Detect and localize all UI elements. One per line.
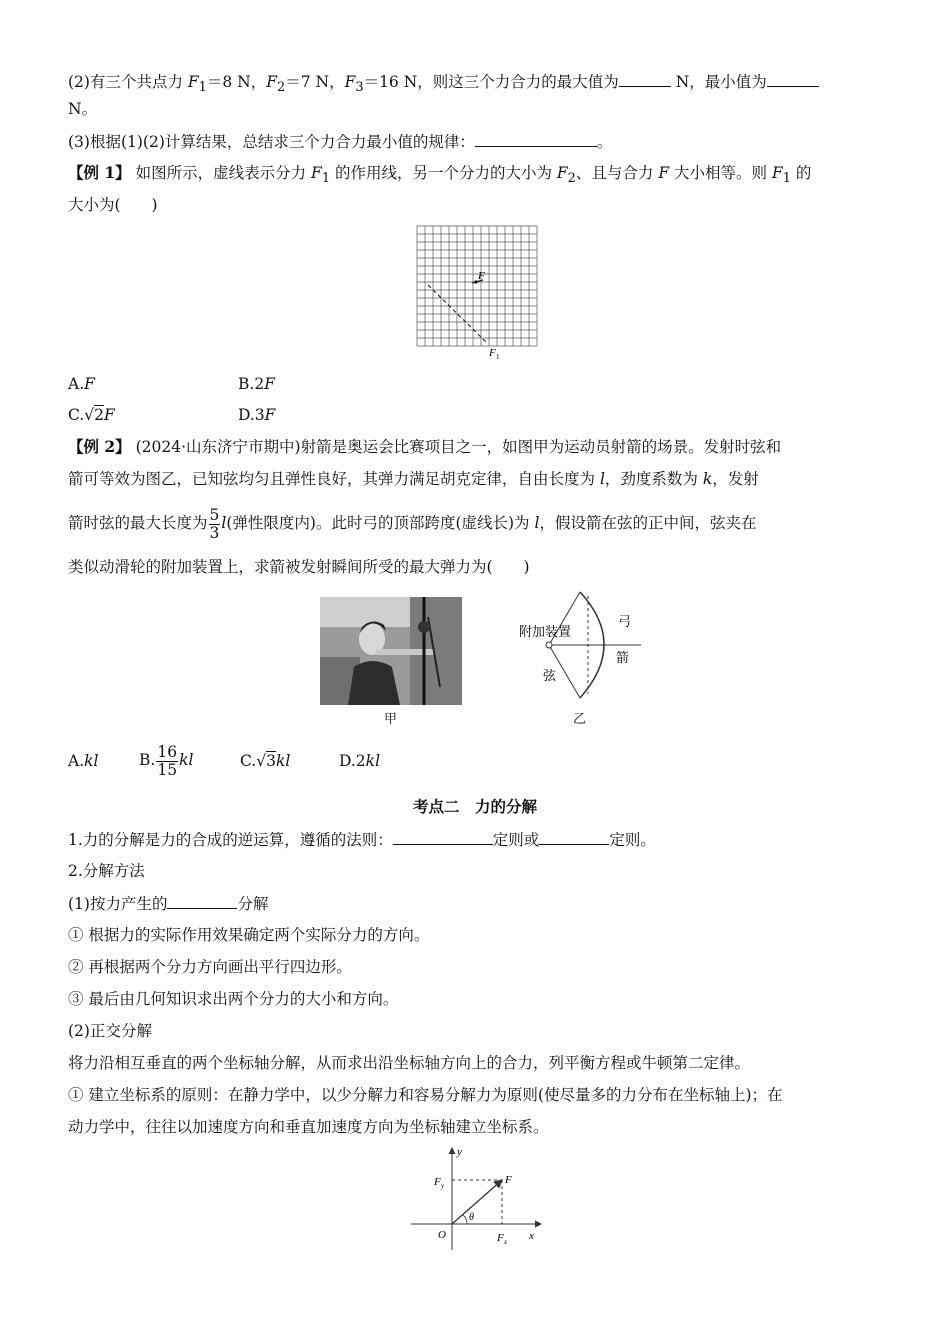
ex2-l2b: ，劲度系数为 bbox=[604, 470, 703, 488]
rule-blank-2[interactable] bbox=[539, 828, 609, 845]
effect-blank[interactable] bbox=[167, 892, 237, 909]
q2-text: (2)有三个共点力 bbox=[68, 73, 188, 91]
frac-den: 15 bbox=[157, 760, 178, 779]
p1-a: 1.力的分解是力的合成的逆运算，遵循的法则： bbox=[68, 831, 393, 849]
opt-c-radicand: 3 bbox=[266, 752, 276, 770]
label-string: 弦 bbox=[543, 668, 557, 683]
fx-label: F bbox=[497, 1232, 504, 1244]
caption-jia: 甲 bbox=[384, 712, 398, 727]
opt-c-label: C. bbox=[240, 752, 257, 770]
para-3 bbox=[68, 892, 268, 915]
opt-c-label: C. bbox=[68, 406, 85, 424]
opt-b-label: B. bbox=[139, 751, 156, 769]
f-label: F bbox=[505, 1174, 512, 1186]
ex2-option-b[interactable] bbox=[139, 738, 193, 782]
ex1-option-a[interactable] bbox=[68, 373, 95, 395]
device-ring bbox=[546, 642, 552, 648]
f3-value: ＝16 N，则这三个力合力的最大值为 bbox=[363, 73, 619, 91]
opt-b-label: B.2 bbox=[238, 375, 265, 393]
opt-c-value: F bbox=[104, 406, 115, 424]
q2-end: N。 bbox=[68, 100, 98, 118]
grid-figure bbox=[400, 222, 550, 364]
f2-sub: 2 bbox=[277, 80, 286, 96]
fig-f-label: F bbox=[478, 270, 485, 282]
q3-end: 。 bbox=[596, 133, 613, 151]
opt-a-value: F bbox=[84, 375, 95, 393]
frac-num: 16 bbox=[157, 742, 178, 761]
opt-d-value: kl bbox=[365, 752, 381, 770]
ex1-f1b-sub: 1 bbox=[782, 171, 791, 187]
opt-b-value: kl bbox=[179, 751, 194, 769]
para-6: ③ 最后由几何知识求出两个分力的大小和方向。 bbox=[68, 990, 399, 1008]
theta-label: θ bbox=[469, 1212, 474, 1223]
ex2-l3l2: l bbox=[534, 514, 540, 532]
opt-c-value: kl bbox=[276, 752, 291, 770]
opt-d-label: D.2 bbox=[339, 752, 366, 770]
fraction-16-15 bbox=[156, 744, 178, 779]
fx-sub: x bbox=[504, 1238, 508, 1246]
para-1 bbox=[68, 828, 656, 851]
y-label: y bbox=[457, 1146, 462, 1158]
example-2-tag: 【例 2】 bbox=[68, 437, 131, 456]
ex2-l2a: 箭可等效为图乙，已知弦均匀且弹性良好，其弹力满足胡克定律，自由长度为 bbox=[68, 470, 600, 488]
opt-a-value: kl bbox=[84, 752, 99, 770]
f1-sub: 1 bbox=[198, 80, 207, 96]
f2-symbol: F bbox=[266, 73, 277, 91]
ex2-line3 bbox=[68, 505, 756, 542]
ex2-line1: (2024·山东济宁市期中)射箭是奥运会比赛项目之一，如图甲为运动员射箭的场景。发射时弦和 bbox=[130, 438, 782, 456]
f3-sub: 3 bbox=[355, 80, 364, 96]
fig-f1-sub: 1 bbox=[496, 353, 500, 361]
para-10: 动力学中，往往以加速度方向和垂直加速度方向为坐标轴建立坐标系。 bbox=[68, 1118, 549, 1136]
opt-b-value: F bbox=[264, 375, 275, 393]
ex2-l3a: 箭时弦的最大长度为 bbox=[68, 514, 208, 532]
ex1-option-d[interactable] bbox=[238, 404, 275, 426]
p1-c: 定则。 bbox=[609, 831, 656, 849]
para-8: 将力沿相互垂直的两个坐标轴分解，从而求出沿坐标轴方向上的合力，列平衡方程或牛顿第二定律。 bbox=[68, 1054, 751, 1072]
p3-b: 分解 bbox=[237, 895, 269, 913]
ex1-text-d: 大小相等。则 bbox=[669, 164, 772, 182]
theta-arc bbox=[463, 1215, 467, 1224]
opt-a-label: A. bbox=[68, 375, 85, 393]
ex1-text-c: 、且与合力 bbox=[575, 164, 659, 182]
ex1-f2-sub: 2 bbox=[567, 171, 576, 187]
ex1-f1-sub: 1 bbox=[321, 171, 331, 187]
bow-diagram bbox=[516, 588, 646, 708]
ex2-l3b: (弹性限度内)。此时弓的顶部跨度(虚线长)为 bbox=[226, 514, 535, 532]
question-3 bbox=[68, 130, 612, 153]
sqrt-icon: √ bbox=[84, 406, 95, 424]
ex1-f2: F bbox=[556, 164, 568, 182]
opt-a-label: A. bbox=[68, 752, 85, 770]
para-2: 2.分解方法 bbox=[68, 862, 145, 880]
p1-b: 定则或 bbox=[492, 831, 540, 849]
ex1-f: F bbox=[658, 164, 670, 182]
rule-blank-1[interactable] bbox=[393, 828, 493, 845]
para-4: ① 根据力的实际作用效果确定两个实际分力的方向。 bbox=[68, 926, 430, 944]
fraction-5-3 bbox=[209, 507, 221, 542]
fy-label: F bbox=[434, 1176, 441, 1188]
label-device: 附加装置 bbox=[519, 624, 572, 639]
opt-d-value: F bbox=[264, 406, 276, 424]
ex1-text-e: 的 bbox=[790, 164, 812, 182]
fig-f1-label: F bbox=[489, 347, 496, 359]
q2-mid: N，最小值为 bbox=[675, 73, 767, 91]
para-7: (2)正交分解 bbox=[68, 1022, 152, 1040]
ex2-line4: 类似动滑轮的附加装置上，求箭被发射瞬间所受的最大弹力为( ) bbox=[68, 558, 530, 576]
ex1-text-a: 如图所示，虚线表示分力 bbox=[130, 164, 312, 182]
sqrt-icon: √ bbox=[256, 752, 267, 770]
opt-d-label: D.3 bbox=[238, 406, 265, 424]
label-bow: 弓 bbox=[618, 614, 632, 629]
ex2-option-a[interactable] bbox=[68, 750, 98, 772]
min-value-blank[interactable] bbox=[767, 70, 819, 87]
example-2 bbox=[68, 436, 781, 458]
x-label: x bbox=[529, 1230, 534, 1242]
example-1-tag: 【例 1】 bbox=[68, 163, 131, 182]
fy-sub: y bbox=[441, 1182, 445, 1190]
ex1-f1b: F bbox=[771, 164, 783, 182]
ex2-l2c: ，发射 bbox=[712, 470, 759, 488]
ex2-l3c: ，假设箭在弦的正中间，弦夹在 bbox=[539, 514, 757, 532]
rule-blank[interactable] bbox=[475, 130, 597, 147]
f1-action-line bbox=[428, 285, 488, 344]
ex2-option-d[interactable] bbox=[339, 750, 380, 772]
frac-num: 5 bbox=[209, 505, 220, 524]
f3-symbol: F bbox=[344, 73, 356, 91]
force-f-vector bbox=[452, 1180, 502, 1224]
label-arrow: 箭 bbox=[616, 650, 630, 665]
archer-photo bbox=[320, 597, 462, 705]
ex1-option-c[interactable] bbox=[68, 404, 115, 426]
section-title: 考点二 力的分解 bbox=[412, 797, 537, 816]
ex2-l: l bbox=[599, 470, 605, 488]
opt-c-radicand: 2 bbox=[94, 406, 104, 424]
q3-text: (3)根据(1)(2)计算结果，总结求三个力合力最小值的规律： bbox=[68, 133, 475, 151]
para-5: ② 再根据两个分力方向画出平行四边形。 bbox=[68, 958, 352, 976]
ex2-option-c[interactable] bbox=[240, 750, 290, 772]
ex1-option-b[interactable] bbox=[238, 373, 275, 395]
ex1-f1: F bbox=[311, 164, 322, 182]
ex1-text-b: 的作用线，另一个分力的大小为 bbox=[330, 164, 557, 182]
p3-a: (1)按力产生的 bbox=[68, 895, 168, 913]
orthogonal-decomposition-figure bbox=[405, 1142, 555, 1254]
f1-symbol: F bbox=[187, 73, 199, 91]
origin-label: O bbox=[438, 1229, 446, 1241]
example-1 bbox=[68, 162, 811, 190]
f2-value: ＝7 N， bbox=[285, 73, 345, 91]
question-2 bbox=[68, 70, 819, 99]
caption-yi: 乙 bbox=[573, 712, 587, 727]
max-value-blank[interactable] bbox=[619, 70, 671, 87]
ex2-k: k bbox=[702, 470, 713, 488]
para-9: ① 建立坐标系的原则：在静力学中，以少分解力和容易分解力为原则(使尽量多的力分布在坐标轴上)；在 bbox=[68, 1086, 783, 1104]
ex1-line2: 大小为( ) bbox=[68, 196, 158, 214]
ex2-l3l: l bbox=[221, 514, 227, 532]
frac-den: 3 bbox=[209, 523, 220, 542]
f1-value: ＝8 N， bbox=[206, 73, 267, 91]
ex2-line2 bbox=[68, 468, 759, 490]
